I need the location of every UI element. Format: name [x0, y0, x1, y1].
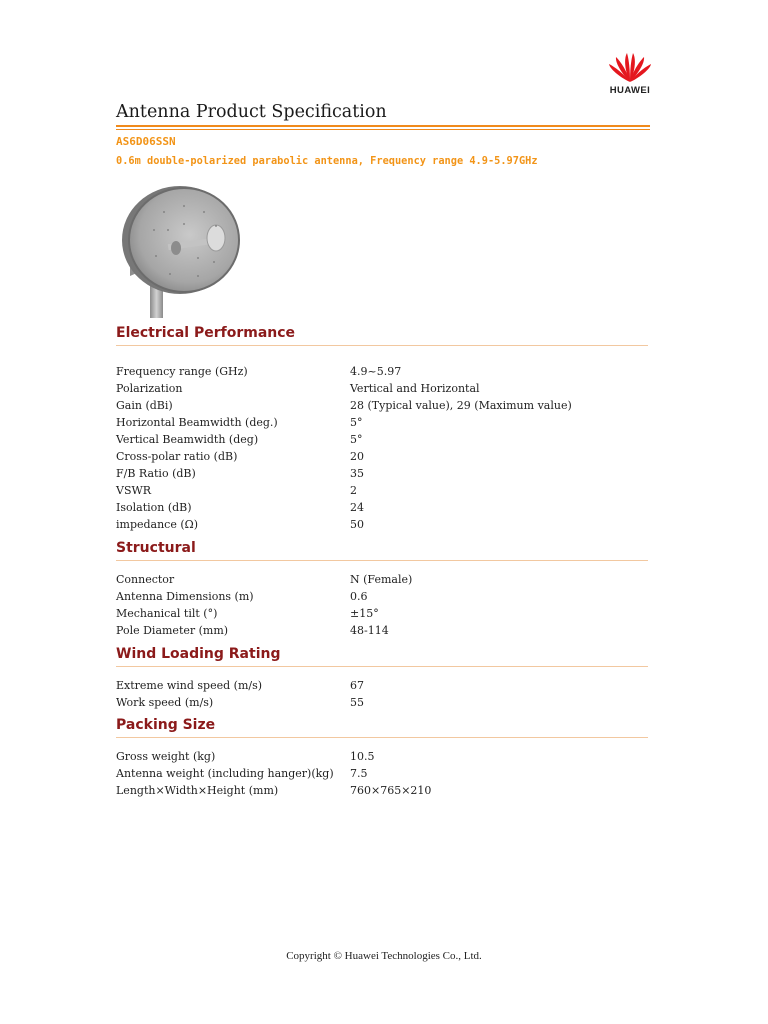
spec-value: 24 [350, 501, 364, 514]
spec-row [116, 431, 648, 448]
spec-value: 4.9~5.97 [350, 365, 402, 378]
spec-value: 35 [350, 467, 364, 480]
spec-row [116, 465, 648, 482]
section-divider [116, 666, 648, 667]
spec-row [116, 571, 648, 588]
section-wind-loading-rating [116, 645, 648, 711]
spec-label: Gross weight (kg) [116, 750, 216, 763]
copyright-footer: Copyright © Huawei Technologies Co., Ltd. [286, 950, 482, 962]
spec-label: Extreme wind speed (m/s) [116, 679, 263, 692]
section-divider [116, 560, 648, 561]
spec-label: Isolation (dB) [116, 501, 192, 514]
spec-value: 10.5 [350, 750, 375, 763]
section-heading: Structural [116, 540, 196, 556]
spec-label: Antenna Dimensions (m) [116, 590, 254, 603]
brand-logo [606, 52, 654, 96]
spec-label: F/B Ratio (dB) [116, 467, 196, 480]
spec-label: Gain (dBi) [116, 399, 173, 412]
section-structural [116, 539, 648, 639]
spec-value: 20 [350, 450, 364, 463]
section-heading: Electrical Performance [116, 325, 296, 341]
spec-table [116, 363, 648, 533]
product-description: 0.6m double-polarized parabolic antenna, Frequency range 4.9-5.97GHz [116, 155, 538, 167]
spec-value: 28 (Typical value), 29 (Maximum value) [350, 399, 572, 412]
spec-label: Polarization [116, 382, 183, 395]
section-divider [116, 345, 648, 346]
spec-value: 760×765×210 [350, 784, 432, 797]
spec-label: Work speed (m/s) [116, 696, 214, 709]
spec-label: Horizontal Beamwidth (deg.) [116, 416, 278, 429]
spec-table [116, 748, 648, 799]
spec-row [116, 380, 648, 397]
parabolic-antenna-image [118, 186, 248, 322]
spec-value: 0.6 [350, 590, 368, 603]
spec-row [116, 694, 648, 711]
spec-table [116, 677, 648, 711]
spec-label: Pole Diameter (mm) [116, 624, 229, 637]
spec-row [116, 677, 648, 694]
spec-row [116, 748, 648, 765]
spec-label: Connector [116, 573, 175, 586]
spec-label: Frequency range (GHz) [116, 365, 248, 378]
spec-label: VSWR [116, 484, 152, 497]
section-electrical-performance [116, 324, 648, 533]
huawei-petal-logo-icon [608, 52, 652, 84]
spec-row [116, 782, 648, 799]
spec-value: 48-114 [350, 624, 389, 637]
brand-name: HUAWEI [609, 85, 651, 96]
spec-row [116, 414, 648, 431]
spec-value: ±15° [350, 607, 379, 620]
spec-value: 67 [350, 679, 364, 692]
spec-row [116, 605, 648, 622]
document-title: Antenna Product Specification [116, 102, 387, 122]
model-number: AS6D06SSN [116, 135, 176, 148]
spec-value: 50 [350, 518, 364, 531]
spec-row [116, 622, 648, 639]
spec-row [116, 588, 648, 605]
section-packing-size [116, 716, 648, 799]
spec-row [116, 363, 648, 380]
spec-value: N (Female) [350, 573, 413, 586]
spec-row [116, 482, 648, 499]
spec-row [116, 397, 648, 414]
title-divider-thin [116, 129, 650, 130]
spec-value: 7.5 [350, 767, 368, 780]
spec-row [116, 499, 648, 516]
spec-label: Vertical Beamwidth (deg) [116, 433, 259, 446]
spec-label: Mechanical tilt (°) [116, 607, 218, 620]
spec-value: 5° [350, 433, 363, 446]
spec-value: Vertical and Horizontal [350, 382, 480, 395]
spec-value: 2 [350, 484, 357, 497]
spec-row [116, 448, 648, 465]
spec-label: Length×Width×Height (mm) [116, 784, 279, 797]
spec-label: Antenna weight (including hanger)(kg) [116, 767, 334, 780]
section-divider [116, 737, 648, 738]
spec-table [116, 571, 648, 639]
spec-row [116, 516, 648, 533]
title-divider [116, 125, 650, 127]
section-heading: Packing Size [116, 717, 216, 733]
spec-label: Cross-polar ratio (dB) [116, 450, 238, 463]
spec-value: 5° [350, 416, 363, 429]
spec-label: impedance (Ω) [116, 518, 199, 531]
section-heading: Wind Loading Rating [116, 646, 281, 662]
spec-value: 55 [350, 696, 364, 709]
spec-row [116, 765, 648, 782]
